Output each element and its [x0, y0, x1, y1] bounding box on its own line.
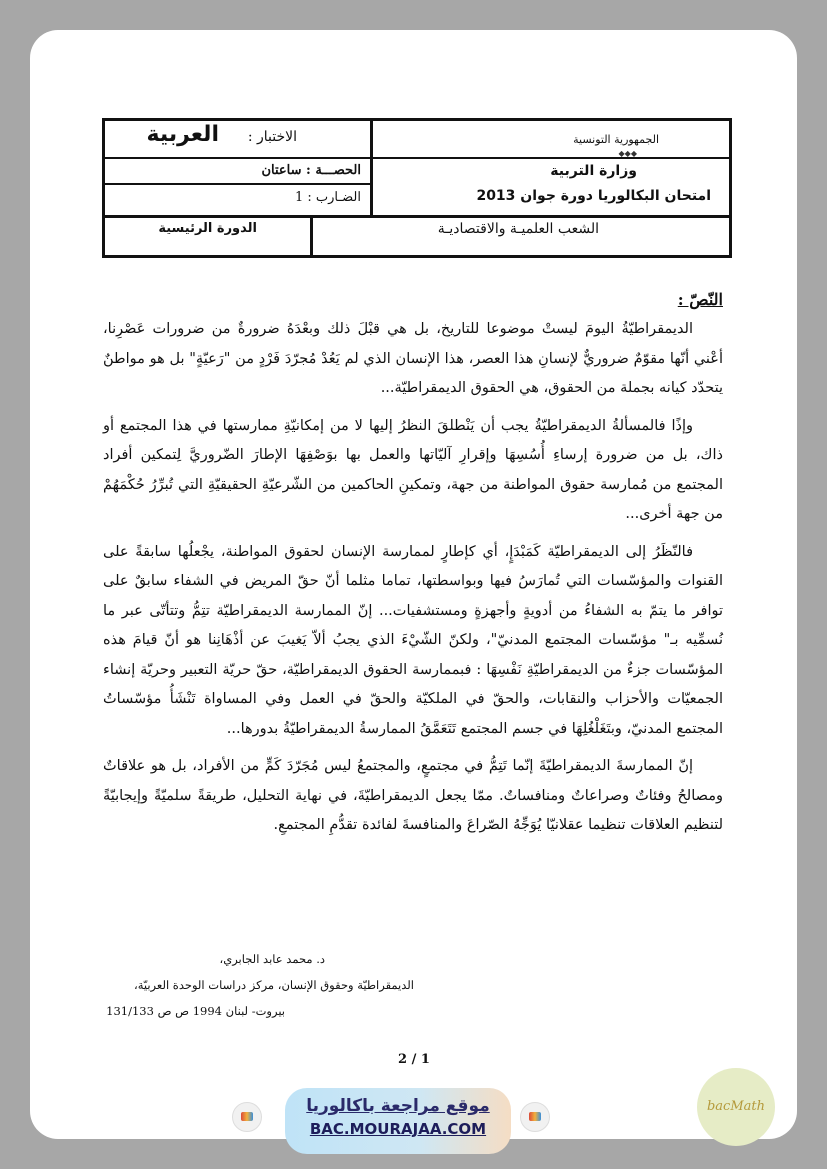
- source-place: بيروت- لبنان 1994 ص ص 131/133: [106, 1004, 285, 1018]
- header-divider: [310, 215, 313, 255]
- header-divider: [105, 215, 729, 218]
- exam-text: [103, 290, 723, 849]
- duration: الحصـــة : ساعتان: [261, 163, 361, 178]
- bacmath-logo: bacMath: [697, 1068, 775, 1146]
- page-number: 2 / 1: [398, 1052, 430, 1067]
- header-divider: [370, 121, 373, 215]
- session-name: الدورة الرئيسية: [158, 221, 257, 236]
- source-author: د. محمد عابد الجابري،: [219, 952, 325, 966]
- paragraph: فالنّظَرُ إلى الديمقراطيّة كَمَبْدَإٍ، أي كإطارٍ لممارسة الإنسان لحقوق المواطنة، يجْعلُها سابقةً على القنوات والمؤسّسات التي تُمارَسُ فيها وبواسطتها، تماما مثلما أنّ حقّ المريض في الشفاء سابقٌ على توافر ما يتمّ به الشفاءُ من أدويةٍ وأجهزةٍ ومستشفيات... إنّ الممارسة الديمقراطيّة تتِمُّ وتتأتّى عبر ما نُسمِّيه بـ" مؤسّسات المجتمع المدنيّ"، ولكنّ الشّيْءَ الذي يجبُ ألاّ يَغيبَ عن أذْهَانِنا هو أنّ قيامَ هذه المؤسّسات جزءٌ من الديمقراطيّةِ نَفْسِهَا : فبممارسة الحقوق الديمقراطيّة، حقّ حريّة التعبير وحريّة إنشاء الجمعيّات والأحزاب والنقابات، والحقّ في الملكيّة والحقّ في العمل وفي المساواة تَنْشَأُ مؤسّساتُ المجتمع المدنيّ، وبتَغَلْغُلِهَا في جسم المجتمع تَتَعَمَّقُ الممارسةُ الديمقراطيّةُ بدورها...: [103, 543, 723, 737]
- subject-value: العربية: [146, 122, 219, 147]
- site-banner[interactable]: [285, 1088, 511, 1154]
- coefficient: الضـارب : 1: [294, 190, 361, 205]
- exam-header-box: [102, 118, 732, 258]
- banner-title[interactable]: موقع مراجعة باكالوريا: [306, 1096, 490, 1116]
- paragraph: إنّ الممارسةَ الديمقراطيّةَ إنّما تَتِمُّ في مجتمعٍ، والمجتمعُ ليس مُجَرّدَ كَمٍّ من الأفراد، بل هو علاقاتٌ ومصالحُ وفئاتٌ وصراعاتٌ ومنافساتٌ. ممّا يجعل الديمقراطيّةَ، في نهاية التحليل، طريقةً سلميّةً وإيجابيّةً لتنظيم العلاقات تنظيما عقلانيّا يُوَجِّهُ الصّراعَ والمنافسةَ لفائدة تقدُّمِ المجتمعِ.: [103, 758, 723, 833]
- section-name: الشعب العلميـة والاقتصاديـة: [437, 221, 599, 237]
- paragraph: الديمقراطيّةُ اليومَ ليستْ موضوعا للتاريخ، بل هي قبْلَ ذلك وبعْدَهُ ضرورةٌ من ضرورات عَصْرِنا، أعْني أنّها مقوّمٌ ضروريٌّ لإنسانِ هذا العصر، هذا الإنسان الذي لم يَعُدْ مُجرّدَ فَرْدٍ من "رَعيّةٍ" بل هو مواطنٌ يتحدّد كيانه بجملة من الحقوق، هي الحقوق الديمقراطيّة...: [103, 321, 723, 396]
- banner-url[interactable]: BAC.MOURAJAA.COM: [309, 1120, 487, 1138]
- header-divider: [105, 183, 373, 185]
- text-title: النّصّ :: [677, 290, 723, 309]
- country-name: الجمهورية التونسية: [573, 133, 659, 146]
- site-logo-icon: [520, 1102, 550, 1132]
- subject-label: الاختبار :: [247, 129, 297, 145]
- ornament-icon: ◆◆◆: [618, 149, 637, 158]
- exam-title: امتحان البكالوريا دورة جوان 2013: [476, 188, 711, 204]
- source-book: الديمقراطيّة وحقوق الإنسان، مركز دراسات الوحدة العربيّة،: [134, 978, 414, 992]
- ministry-name: وزارة التربية: [550, 163, 637, 179]
- site-logo-icon: [232, 1102, 262, 1132]
- paragraph: وإذًا فالمسألةُ الديمقراطيّةُ يجب أن يَنْطلقَ النظرُ إليها لا من إمكانيّةِ ممارستها في هذا المجتمع أو ذاك، بل من ضرورة إرساءِ أُسُسِهَا وإقرارِ آليّاتها والعمل بها بوَصْفِهَا الإطارَ الضّروريَّ لِتمكين أفراد المجتمع من مُمارسة حقوق المواطنة من جهة، وتمكينِ الحاكمين من الشّرعيّةِ الحقيقيّةِ التي تُبرِّرُ حُكْمَهُمْ من جهة أخرى...: [103, 417, 723, 522]
